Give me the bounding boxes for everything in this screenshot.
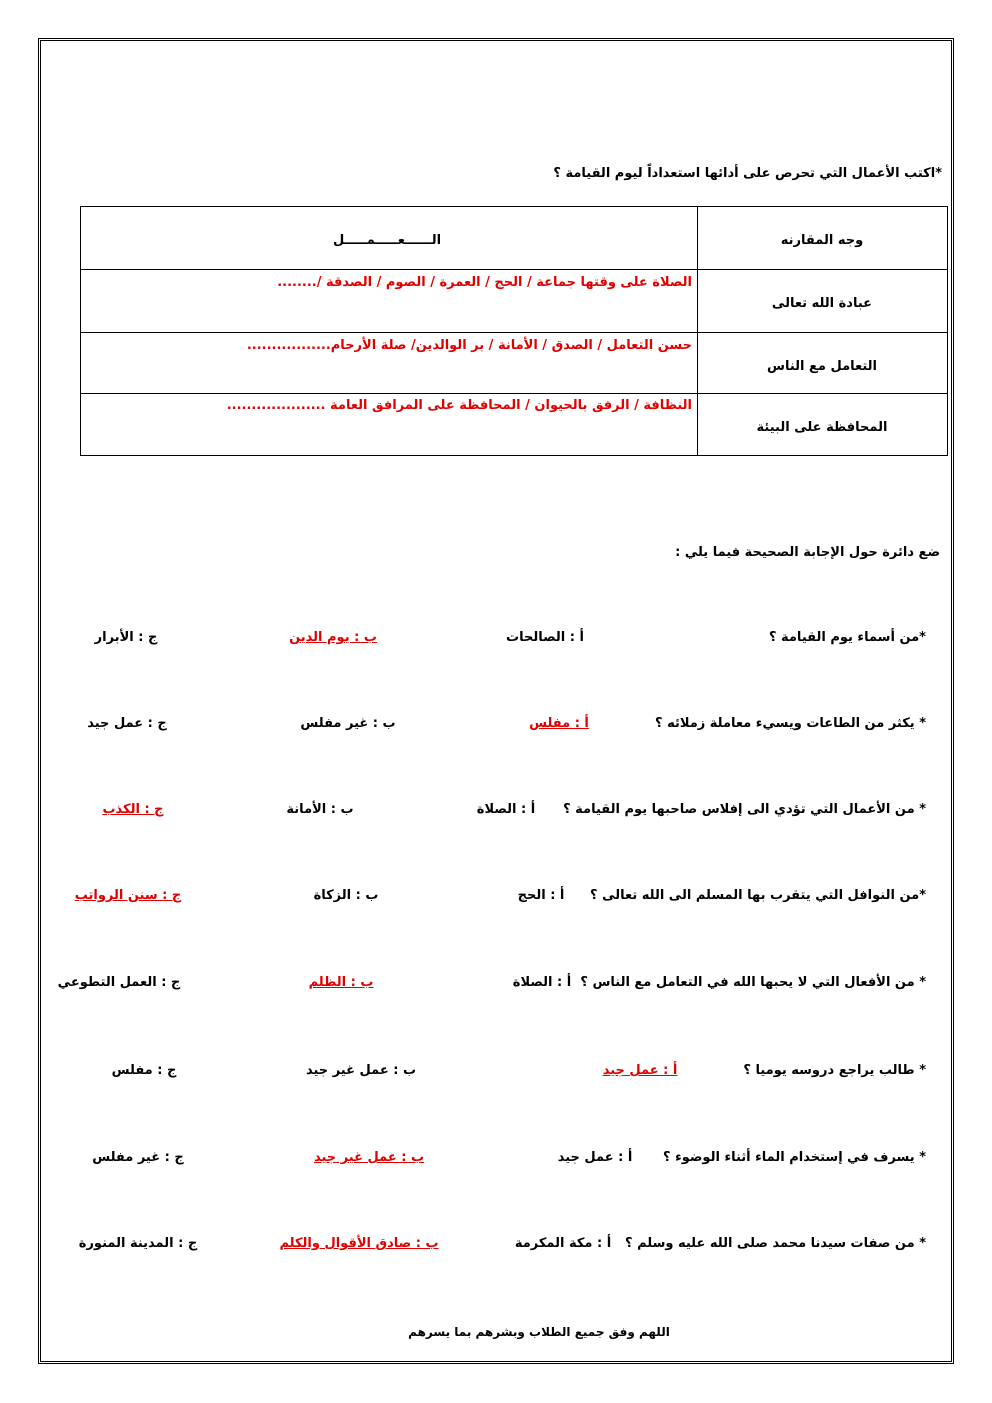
option-a[interactable]: أ : عمل جيد <box>557 1150 633 1165</box>
option-b[interactable]: ب : الزكاة <box>313 888 379 903</box>
question-text: * من الأفعال التي لا يحبها الله في التعامل مع الناس ؟ <box>580 975 926 990</box>
option-b[interactable]: ب : عمل غير جيد <box>313 1150 425 1165</box>
table-row <box>81 333 947 394</box>
option-a[interactable]: أ : مفلس <box>529 716 589 731</box>
question-text: * يسرف في إستخدام الماء أثناء الوضوء ؟ <box>663 1150 926 1165</box>
option-c[interactable]: ج : غير مفلس <box>92 1150 184 1165</box>
option-b[interactable]: ب : صادق الأقوال والكلم <box>279 1236 439 1251</box>
option-c[interactable]: ج : مفلس <box>111 1063 177 1078</box>
row-work: النظافة / الرفق بالحيوان / المحافظة على المرافق العامة .................... <box>226 398 692 413</box>
option-c[interactable]: ج : عمل جيد <box>87 716 167 731</box>
option-b[interactable]: ب : الأمانة <box>286 802 354 817</box>
option-a[interactable]: أ : الصالحات <box>506 630 584 645</box>
section-title: ضع دائرة حول الإجابة الصحيحة فيما يلي : <box>675 545 940 560</box>
header-label: وجه المقارنه <box>780 233 864 248</box>
option-c[interactable]: ج : الكذب <box>102 802 164 817</box>
option-b[interactable]: ب : الظلم <box>308 975 374 990</box>
footer-prayer: اللهم وفق جميع الطلاب وبشرهم بما يسرهم <box>408 1325 670 1339</box>
option-b[interactable]: ب : عمل غير جيد <box>305 1063 417 1078</box>
question-text: *من النوافل التي يتقرب بها المسلم الى الله تعالى ؟ <box>590 888 926 903</box>
comparison-table <box>80 206 948 456</box>
row-work: الصلاة على وقتها جماعة / الحج / العمرة / الصوم / الصدقة /........ <box>277 275 692 290</box>
option-a[interactable]: أ : الصلاة <box>512 975 572 990</box>
option-c[interactable]: ج : العمل التطوعي <box>57 975 181 990</box>
question-text: *من أسماء يوم القيامة ؟ <box>768 630 926 645</box>
question-text: * من الأعمال التي تؤدي الى إفلاس صاحبها يوم القيامة ؟ <box>563 802 926 817</box>
table-heading: *اكتب الأعمال التي تحرص على أدائها استعداداً ليوم القيامة ؟ <box>553 166 942 181</box>
row-label: عبادة الله تعالى <box>771 296 873 311</box>
row-work: حسن التعامل / الصدق / الأمانة / بر الوالدين/ صلة الأرحام................. <box>246 338 692 353</box>
option-b[interactable]: ب : غير مفلس <box>300 716 396 731</box>
option-c[interactable]: ج : المدينة المنورة <box>78 1236 198 1251</box>
option-c[interactable]: ج : الأبرار <box>94 630 158 645</box>
option-c[interactable]: ج : سنن الرواتب <box>74 888 182 903</box>
header-work: الــــــعـــــمـــــل <box>332 233 442 248</box>
row-label: التعامل مع الناس <box>767 359 877 374</box>
question-text: * طالب يراجع دروسه يوميا ؟ <box>743 1063 926 1078</box>
table-header-row <box>81 207 947 270</box>
option-a[interactable]: أ : الحج <box>517 888 565 903</box>
table-row <box>81 394 947 455</box>
option-a[interactable]: أ : عمل جيد <box>602 1063 678 1078</box>
row-label: المحافظة على البيئة <box>756 420 888 435</box>
option-b[interactable]: ب : يوم الدين <box>289 630 377 645</box>
table-row <box>81 270 947 333</box>
option-a[interactable]: أ : الصلاة <box>476 802 536 817</box>
question-text: * يكثر من الطاعات ويسيء معاملة زملائه ؟ <box>655 716 926 731</box>
question-text: * من صفات سيدنا محمد صلى الله عليه وسلم ؟ <box>625 1236 926 1251</box>
option-a[interactable]: أ : مكة المكرمة <box>514 1236 612 1251</box>
